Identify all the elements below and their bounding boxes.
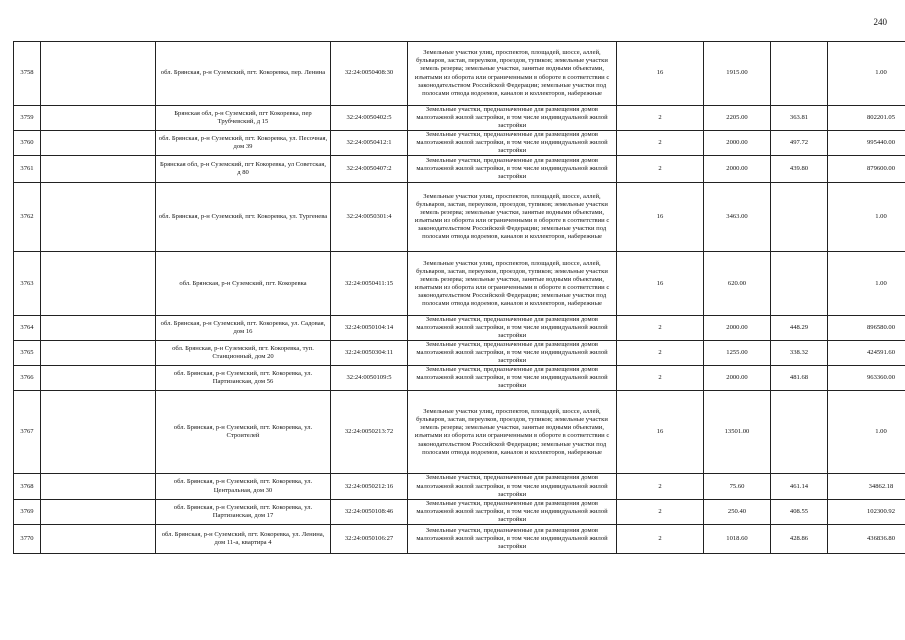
area-cell: 75.60 [704,474,771,499]
empty-column [41,341,156,366]
row-number: 3770 [14,524,41,553]
cadastral-number-cell: 32:24:0050109:5 [331,366,408,391]
use-group-code-cell: 2 [617,106,704,131]
cadastral-number-cell: 32:24:0050411:15 [331,252,408,316]
address-cell: обл. Брянская, р-н Суземский, пгт. Кокоревка, ул. Тургенева [156,183,331,252]
use-group-code-cell: 2 [617,366,704,391]
empty-column [41,316,156,341]
land-use-cell: Земельные участки, предназначенные для размещения домов малоэтажной жилой застройки, в том числе индивидуальной жилой застройки [408,474,617,499]
land-use-cell: Земельные участки улиц, проспектов, площадей, шоссе, аллей, бульваров, застав, переулков, проездов, тупиков; земельные участки земель резерва; земельные участки, занятые водными объектами, изъятыми из оборота или ограниченными в обороте в соответствии с законодательством Российской Федерации; земельные участки под полосами отвода водоемов, каналов и коллекторов, набережные [408,391,617,474]
table-row [14,524,905,553]
land-use-cell: Земельные участки, предназначенные для размещения домов малоэтажной жилой застройки, в том числе индивидуальной жилой застройки [408,366,617,391]
area-cell: 250.40 [704,499,771,524]
empty-column [41,366,156,391]
cadastral-value-cell: 879600.00 [828,156,905,183]
cadastral-number-cell: 32:24:0050412:1 [331,131,408,156]
use-group-code-cell: 16 [617,183,704,252]
use-group-code-cell: 2 [617,156,704,183]
cadastral-number-cell: 32:24:0050106:27 [331,524,408,553]
row-number: 3767 [14,391,41,474]
registry-rows [14,42,905,554]
table-row [14,341,905,366]
address-cell: обл. Брянская, р-н Суземский, пгт. Кокоревка, пер. Ленина [156,42,331,106]
area-cell: 2205.00 [704,106,771,131]
cadastral-value-cell: 424591.60 [828,341,905,366]
cadastral-value-cell: 436836.80 [828,524,905,553]
table-row [14,183,905,252]
cadastral-number-cell: 32:24:0050402:5 [331,106,408,131]
table-row [14,156,905,183]
row-number: 3761 [14,156,41,183]
table-row [14,42,905,106]
specific-value-cell: 461.14 [771,474,828,499]
use-group-code-cell: 16 [617,252,704,316]
land-use-cell: Земельные участки, предназначенные для размещения домов малоэтажной жилой застройки, в том числе индивидуальной жилой застройки [408,156,617,183]
table-row [14,106,905,131]
specific-value-cell [771,252,828,316]
address-cell: обл. Брянская, р-н Суземский, пгт. Кокоревка, ул. Строителей [156,391,331,474]
address-cell: обл. Брянская, р-н Суземский, пгт. Кокоревка, ул. Песочная, дом 39 [156,131,331,156]
table-row [14,131,905,156]
address-cell: Брянская обл, р-н Суземский, пгт Кокоревка, пер Трубчевский, д 15 [156,106,331,131]
page-number: 240 [873,17,887,27]
area-cell: 1255.00 [704,341,771,366]
table-row [14,391,905,474]
table-row [14,252,905,316]
use-group-code-cell: 2 [617,524,704,553]
cadastral-number-cell: 32:24:0050408:30 [331,42,408,106]
empty-column [41,499,156,524]
table-row [14,316,905,341]
address-cell: обл. Брянская, р-н Суземский, пгт. Кокоревка, ул. Партизанская, дом 17 [156,499,331,524]
row-number: 3764 [14,316,41,341]
cadastral-value-cell: 963360.00 [828,366,905,391]
table-row [14,499,905,524]
cadastral-value-cell: 1.00 [828,183,905,252]
row-number: 3759 [14,106,41,131]
specific-value-cell: 428.86 [771,524,828,553]
empty-column [41,524,156,553]
specific-value-cell: 448.29 [771,316,828,341]
cadastral-value-cell: 896580.00 [828,316,905,341]
specific-value-cell [771,391,828,474]
use-group-code-cell: 16 [617,391,704,474]
address-cell: Брянская обл, р-н Суземский, пгт Кокоревка, ул Советская, д 80 [156,156,331,183]
land-use-cell: Земельные участки, предназначенные для размещения домов малоэтажной жилой застройки, в том числе индивидуальной жилой застройки [408,524,617,553]
cadastral-number-cell: 32:24:0050301:4 [331,183,408,252]
use-group-code-cell: 16 [617,42,704,106]
empty-column [41,183,156,252]
land-use-cell: Земельные участки, предназначенные для размещения домов малоэтажной жилой застройки, в том числе индивидуальной жилой застройки [408,131,617,156]
address-cell: обл. Брянская, р-н Суземский, пгт. Кокоревка, ул. Центральная, дом 30 [156,474,331,499]
land-use-cell: Земельные участки, предназначенные для размещения домов малоэтажной жилой застройки, в том числе индивидуальной жилой застройки [408,499,617,524]
empty-column [41,474,156,499]
land-plot-registry-table [13,41,905,554]
use-group-code-cell: 2 [617,131,704,156]
row-number: 3768 [14,474,41,499]
address-cell: обл. Брянская, р-н Суземский, пгт. Кокоревка, ул. Ленина, дом 11-а, квартира 4 [156,524,331,553]
row-number: 3760 [14,131,41,156]
area-cell: 1915.00 [704,42,771,106]
empty-column [41,106,156,131]
use-group-code-cell: 2 [617,499,704,524]
address-cell: обл. Брянская, р-н Суземский, пгт. Кокоревка, ул. Садовая, дом 16 [156,316,331,341]
area-cell: 2000.00 [704,316,771,341]
row-number: 3762 [14,183,41,252]
area-cell: 1018.60 [704,524,771,553]
empty-column [41,42,156,106]
area-cell: 2000.00 [704,131,771,156]
cadastral-value-cell: 1.00 [828,391,905,474]
empty-column [41,131,156,156]
table-row [14,366,905,391]
cadastral-value-cell: 34862.18 [828,474,905,499]
table-row [14,474,905,499]
specific-value-cell: 363.81 [771,106,828,131]
area-cell: 13501.00 [704,391,771,474]
land-use-cell: Земельные участки, предназначенные для размещения домов малоэтажной жилой застройки, в том числе индивидуальной жилой застройки [408,316,617,341]
cadastral-value-cell: 1.00 [828,252,905,316]
land-use-cell: Земельные участки, предназначенные для размещения домов малоэтажной жилой застройки, в том числе индивидуальной жилой застройки [408,341,617,366]
specific-value-cell [771,183,828,252]
cadastral-value-cell: 102300.92 [828,499,905,524]
cadastral-number-cell: 32:24:0050104:14 [331,316,408,341]
cadastral-value-cell: 995440.00 [828,131,905,156]
use-group-code-cell: 2 [617,474,704,499]
empty-column [41,156,156,183]
cadastral-value-cell: 802201.05 [828,106,905,131]
empty-column [41,252,156,316]
specific-value-cell: 439.80 [771,156,828,183]
row-number: 3769 [14,499,41,524]
use-group-code-cell: 2 [617,316,704,341]
specific-value-cell: 338.32 [771,341,828,366]
area-cell: 2000.00 [704,366,771,391]
empty-column [41,391,156,474]
use-group-code-cell: 2 [617,341,704,366]
row-number: 3765 [14,341,41,366]
row-number: 3763 [14,252,41,316]
cadastral-number-cell: 32:24:0050212:16 [331,474,408,499]
cadastral-number-cell: 32:24:0050108:46 [331,499,408,524]
area-cell: 3463.00 [704,183,771,252]
row-number: 3766 [14,366,41,391]
land-use-cell: Земельные участки, предназначенные для размещения домов малоэтажной жилой застройки, в том числе индивидуальной жилой застройки [408,106,617,131]
specific-value-cell: 497.72 [771,131,828,156]
land-use-cell: Земельные участки улиц, проспектов, площадей, шоссе, аллей, бульваров, застав, переулков, проездов, тупиков; земельные участки земель резерва; земельные участки, занятые водными объектами, изъятыми из оборота или ограниченными в обороте в соответствии с законодательством Российской Федерации; земельные участки под полосами отвода водоемов, каналов и коллекторов, набережные [408,252,617,316]
address-cell: обл. Брянская, р-н Суземский, пгт. Кокоревка [156,252,331,316]
cadastral-value-cell: 1.00 [828,42,905,106]
cadastral-number-cell: 32:24:0050407:2 [331,156,408,183]
specific-value-cell: 408.55 [771,499,828,524]
address-cell: обл. Брянская, р-н Суземский, пгт. Кокоревка, ул. Партизанская, дом 56 [156,366,331,391]
cadastral-number-cell: 32:24:0050304:11 [331,341,408,366]
specific-value-cell [771,42,828,106]
area-cell: 2000.00 [704,156,771,183]
land-use-cell: Земельные участки улиц, проспектов, площадей, шоссе, аллей, бульваров, застав, переулков, проездов, тупиков; земельные участки земель резерва; земельные участки, занятые водными объектами, изъятыми из оборота или ограниченными в обороте в соответствии с законодательством Российской Федерации; земельные участки под полосами отвода водоемов, каналов и коллекторов, набережные [408,42,617,106]
area-cell: 620.00 [704,252,771,316]
land-use-cell: Земельные участки улиц, проспектов, площадей, шоссе, аллей, бульваров, застав, переулков, проездов, тупиков; земельные участки земель резерва; земельные участки, занятые водными объектами, изъятыми из оборота или ограниченными в обороте в соответствии с законодательством Российской Федерации; земельные участки под полосами отвода водоемов, каналов и коллекторов, набережные [408,183,617,252]
address-cell: обл. Брянская, р-н Суземский, пгт. Кокоревка, туп. Станционный, дом 20 [156,341,331,366]
specific-value-cell: 481.68 [771,366,828,391]
row-number: 3758 [14,42,41,106]
cadastral-number-cell: 32:24:0050213:72 [331,391,408,474]
